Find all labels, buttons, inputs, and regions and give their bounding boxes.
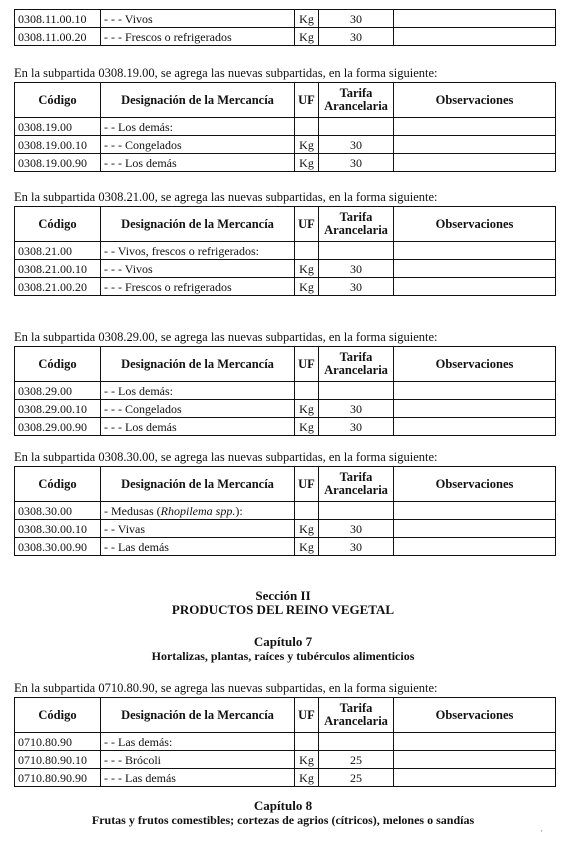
capitulo8-subtitle: Frutas y frutos comestibles; cortezas de agrios (cítricos), melones o sandías — [91, 813, 475, 827]
codigo-cell: 0308.29.00.90 — [15, 418, 101, 436]
designacion-italic: Rhopilema spp. — [160, 503, 236, 518]
tarifa-cell: 30 — [319, 136, 394, 154]
designacion-cell: - - - Frescos o refrigerados — [101, 278, 295, 296]
table-row — [15, 400, 556, 418]
codigo-cell: 0308.21.00.20 — [15, 278, 101, 296]
header-tarifa — [319, 347, 394, 382]
uf-cell: Kg — [295, 520, 319, 538]
designacion-cell — [101, 502, 295, 520]
tarifa-cell — [319, 502, 394, 520]
table-row — [15, 10, 556, 28]
uf-cell: Kg — [295, 136, 319, 154]
designacion-cell: - - - Congelados — [101, 136, 295, 154]
header-tarifa-line2: Arancelaria — [324, 363, 388, 377]
uf-cell — [295, 502, 319, 520]
header-observaciones: Observaciones — [394, 467, 556, 502]
subpartida-intro: En la subpartida 0308.21.00, se agrega las nuevas subpartidas, en la forma siguiente: — [14, 190, 438, 204]
codigo-cell: 0308.30.00.90 — [15, 538, 101, 556]
tarifa-cell: 30 — [319, 418, 394, 436]
header-designacion: Designación de la Mercancía — [101, 467, 295, 502]
header-tarifa — [319, 467, 394, 502]
header-designacion: Designación de la Mercancía — [101, 347, 295, 382]
header-uf: UF — [295, 83, 319, 118]
header-designacion: Designación de la Mercancía — [101, 207, 295, 242]
codigo-cell: 0710.80.90.90 — [15, 769, 101, 787]
observaciones-cell — [394, 28, 556, 46]
codigo-cell: 0308.19.00.10 — [15, 136, 101, 154]
observaciones-cell — [394, 278, 556, 296]
table-row — [15, 751, 556, 769]
codigo-cell: 0308.11.00.20 — [15, 28, 101, 46]
header-designacion: Designación de la Mercancía — [101, 698, 295, 733]
observaciones-cell — [394, 118, 556, 136]
uf-cell: Kg — [295, 260, 319, 278]
header-tarifa-line2: Arancelaria — [324, 714, 388, 728]
table-row — [15, 242, 556, 260]
seccion-subtitle: PRODUCTOS DEL REINO VEGETAL — [171, 602, 395, 617]
table-row — [15, 733, 556, 751]
tarifa-cell: 25 — [319, 769, 394, 787]
designacion-cell: - - - Vivos — [101, 10, 295, 28]
codigo-cell: 0308.11.00.10 — [15, 10, 101, 28]
uf-cell: Kg — [295, 278, 319, 296]
header-tarifa-line1: Tarifa — [339, 470, 373, 484]
codigo-cell: 0710.80.90 — [15, 733, 101, 751]
codigo-cell: 0710.80.90.10 — [15, 751, 101, 769]
header-observaciones: Observaciones — [394, 83, 556, 118]
table-row — [15, 538, 556, 556]
tariff-table — [14, 9, 556, 46]
table-row — [15, 382, 556, 400]
tarifa-cell — [319, 242, 394, 260]
header-codigo: Código — [15, 347, 101, 382]
header-row — [15, 698, 556, 733]
tarifa-cell — [319, 733, 394, 751]
uf-cell — [295, 242, 319, 260]
observaciones-cell — [394, 154, 556, 172]
uf-cell: Kg — [295, 10, 319, 28]
tarifa-cell: 25 — [319, 751, 394, 769]
codigo-cell: 0308.19.00 — [15, 118, 101, 136]
header-codigo: Código — [15, 698, 101, 733]
codigo-cell: 0308.30.00 — [15, 502, 101, 520]
capitulo7-subtitle: Hortalizas, plantas, raíces y tubérculos alimenticios — [151, 649, 415, 663]
header-row — [15, 467, 556, 502]
tarifa-cell: 30 — [319, 538, 394, 556]
subpartida-intro: En la subpartida 0308.29.00, se agrega las nuevas subpartidas, en la forma siguiente: — [14, 330, 438, 344]
tariff-table — [14, 466, 556, 556]
designacion-cell: - - - Vivos — [101, 260, 295, 278]
header-tarifa — [319, 207, 394, 242]
tariff-table — [14, 206, 556, 296]
designacion-cell: - - - Los demás — [101, 154, 295, 172]
header-tarifa-line2: Arancelaria — [324, 99, 388, 113]
codigo-cell: 0308.29.00 — [15, 382, 101, 400]
header-tarifa — [319, 83, 394, 118]
observaciones-cell — [394, 242, 556, 260]
uf-cell: Kg — [295, 538, 319, 556]
header-tarifa-line2: Arancelaria — [324, 223, 388, 237]
header-uf: UF — [295, 698, 319, 733]
header-uf: UF — [295, 347, 319, 382]
table-row — [15, 502, 556, 520]
uf-cell: Kg — [295, 400, 319, 418]
header-codigo: Código — [15, 207, 101, 242]
tariff-table-block — [14, 206, 555, 296]
observaciones-cell — [394, 520, 556, 538]
observaciones-cell — [394, 400, 556, 418]
designacion-cell: - - - Brócoli — [101, 751, 295, 769]
tarifa-cell: 30 — [319, 278, 394, 296]
designacion-text-after: ): — [235, 503, 243, 518]
table-row — [15, 520, 556, 538]
table-row — [15, 154, 556, 172]
tarifa-cell: 30 — [319, 28, 394, 46]
tariff-table-block — [14, 346, 555, 436]
observaciones-cell — [394, 769, 556, 787]
capitulo8-title: Capítulo 8 — [253, 798, 313, 813]
codigo-cell: 0308.29.00.10 — [15, 400, 101, 418]
uf-cell: Kg — [295, 418, 319, 436]
scan-speck: · — [540, 826, 543, 836]
uf-cell: Kg — [295, 28, 319, 46]
observaciones-cell — [394, 382, 556, 400]
designacion-cell: - - Las demás: — [101, 733, 295, 751]
designacion-cell: - - Vivos, frescos o refrigerados: — [101, 242, 295, 260]
header-row — [15, 207, 556, 242]
capitulo7-title: Capítulo 7 — [253, 634, 313, 649]
table-top-continuation — [14, 9, 555, 46]
header-codigo: Código — [15, 83, 101, 118]
designacion-cell: - - Las demás — [101, 538, 295, 556]
designacion-cell: - - Los demás: — [101, 382, 295, 400]
header-tarifa-line2: Arancelaria — [324, 483, 388, 497]
tariff-table — [14, 346, 556, 436]
header-observaciones: Observaciones — [394, 698, 556, 733]
observaciones-cell — [394, 502, 556, 520]
tarifa-cell: 30 — [319, 400, 394, 418]
uf-cell: Kg — [295, 154, 319, 172]
header-uf: UF — [295, 207, 319, 242]
observaciones-cell — [394, 260, 556, 278]
table-row — [15, 278, 556, 296]
header-designacion: Designación de la Mercancía — [101, 83, 295, 118]
tariff-table — [14, 82, 556, 172]
header-tarifa-line1: Tarifa — [339, 86, 373, 100]
codigo-cell: 0308.30.00.10 — [15, 520, 101, 538]
seccion-title: Sección II — [255, 588, 311, 603]
designacion-cell: - - - Congelados — [101, 400, 295, 418]
header-row — [15, 347, 556, 382]
designacion-text: - Medusas ( — [104, 503, 161, 518]
table-row — [15, 28, 556, 46]
observaciones-cell — [394, 751, 556, 769]
tariff-table — [14, 697, 556, 787]
designacion-cell: - - - Frescos o refrigerados — [101, 28, 295, 46]
subpartida-intro: En la subpartida 0308.19.00, se agrega las nuevas subpartidas, en la forma siguiente: — [14, 66, 438, 80]
designacion-cell: - - - Las demás — [101, 769, 295, 787]
designacion-cell: - - - Los demás — [101, 418, 295, 436]
subpartida-intro: En la subpartida 0308.30.00, se agrega las nuevas subpartidas, en la forma siguiente: — [14, 450, 438, 464]
tarifa-cell: 30 — [319, 260, 394, 278]
tarifa-cell — [319, 118, 394, 136]
table-row — [15, 418, 556, 436]
table-row — [15, 118, 556, 136]
header-observaciones: Observaciones — [394, 207, 556, 242]
header-tarifa — [319, 698, 394, 733]
observaciones-cell — [394, 418, 556, 436]
designacion-cell: - - Vivas — [101, 520, 295, 538]
tarifa-cell: 30 — [319, 154, 394, 172]
observaciones-cell — [394, 538, 556, 556]
header-uf: UF — [295, 467, 319, 502]
codigo-cell: 0308.21.00 — [15, 242, 101, 260]
tarifa-cell: 30 — [319, 10, 394, 28]
table-row — [15, 260, 556, 278]
tarifa-cell — [319, 382, 394, 400]
observaciones-cell — [394, 10, 556, 28]
table-row — [15, 136, 556, 154]
uf-cell: Kg — [295, 751, 319, 769]
uf-cell — [295, 118, 319, 136]
observaciones-cell — [394, 136, 556, 154]
tariff-table-block — [14, 697, 555, 787]
tarifa-cell: 30 — [319, 520, 394, 538]
codigo-cell: 0308.19.00.90 — [15, 154, 101, 172]
header-tarifa-line1: Tarifa — [339, 210, 373, 224]
observaciones-cell — [394, 733, 556, 751]
top-table-body — [15, 10, 556, 46]
subpartida-intro: En la subpartida 0710.80.90, se agrega las nuevas subpartidas, en la forma siguiente: — [14, 681, 438, 695]
header-observaciones: Observaciones — [394, 347, 556, 382]
tariff-table-block — [14, 82, 555, 172]
designacion-cell: - - Los demás: — [101, 118, 295, 136]
header-tarifa-line1: Tarifa — [339, 350, 373, 364]
header-row — [15, 83, 556, 118]
table-row — [15, 769, 556, 787]
tariff-table-block — [14, 466, 555, 556]
uf-cell: Kg — [295, 769, 319, 787]
uf-cell — [295, 382, 319, 400]
header-tarifa-line1: Tarifa — [339, 701, 373, 715]
header-codigo: Código — [15, 467, 101, 502]
uf-cell — [295, 733, 319, 751]
codigo-cell: 0308.21.00.10 — [15, 260, 101, 278]
